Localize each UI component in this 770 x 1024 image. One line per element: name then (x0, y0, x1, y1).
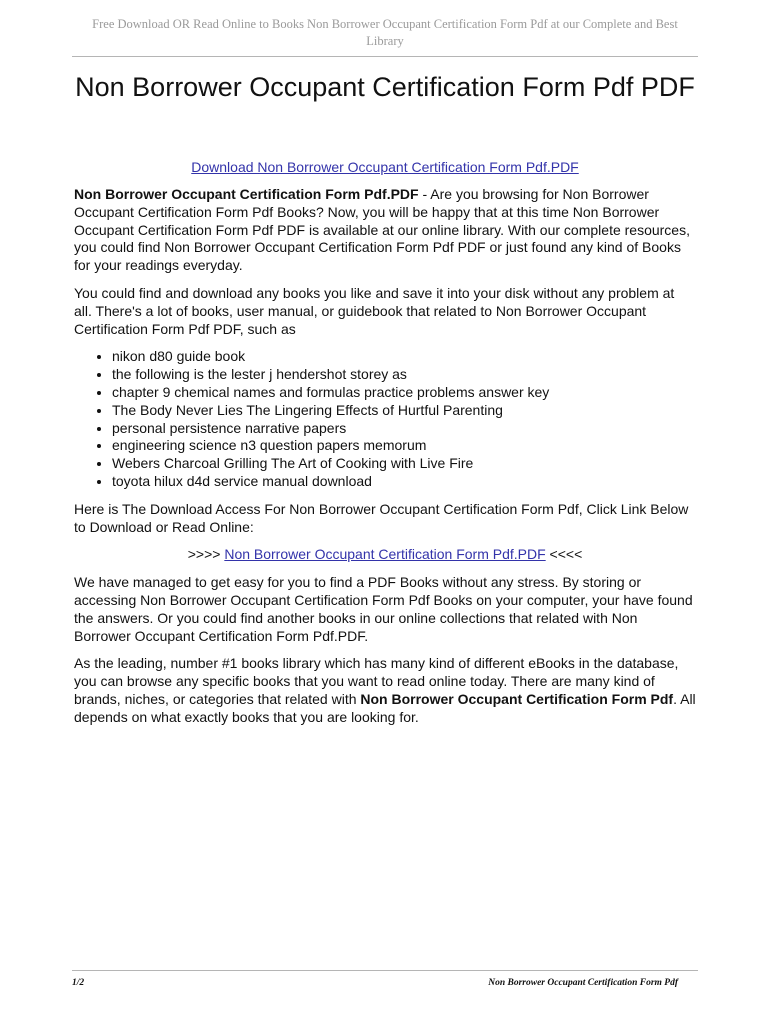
book-list (74, 348, 696, 490)
download-link-container (72, 158, 698, 176)
page-header: Free Download OR Read Online to Books Non Borrower Occupant Certification Form Pdf at our Complete and Best Library (92, 17, 678, 48)
center-link-line (74, 546, 696, 564)
center-link-prefix: >>>> (187, 546, 225, 563)
list-item: • The Body Never Lies The Lingering Effects of Hurtful Parenting (112, 402, 696, 420)
leading-text-before: As the leading, number #1 books library which has many kind of different eBooks in the database, you can browse any specific books that you want to read online today. There are many kind of brands, niches, or categories that related with (74, 655, 679, 707)
list-item: • nikon d80 guide book (112, 348, 696, 366)
access-paragraph: Here is The Download Access For Non Borrower Occupant Certification Form Pdf, Click Link Below to Download or Read Online: (74, 500, 689, 535)
list-item: • engineering science n3 question papers memorum (112, 437, 696, 455)
list-item: • the following is the lester j hendershot storey as (112, 366, 696, 384)
center-link-suffix: <<<< (545, 546, 583, 563)
footer-title: Non Borrower Occupant Certification Form Pdf (488, 978, 678, 988)
footer-divider (72, 970, 698, 971)
download-link[interactable]: Download Non Borrower Occupant Certification Form Pdf.PDF (191, 159, 579, 175)
intro-bold-title: Non Borrower Occupant Certification Form Pdf.PDF (74, 186, 419, 202)
read-online-link[interactable]: Non Borrower Occupant Certification Form Pdf.PDF (224, 546, 546, 563)
page-title: Non Borrower Occupant Certification Form Pdf PDF (75, 72, 695, 102)
list-item: • personal persistence narrative papers (112, 420, 696, 438)
list-item: • chapter 9 chemical names and formulas practice problems answer key (112, 384, 696, 402)
page-number: 1/2 (72, 978, 85, 988)
list-item: • Webers Charcoal Grilling The Art of Cooking with Live Fire (112, 455, 696, 473)
intro-paragraph (74, 186, 696, 275)
leading-text-after: . All depends on what exactly books that you are looking for. (74, 690, 696, 725)
main-content (74, 186, 696, 737)
related-books-paragraph: You could find and download any books you like and save it into your disk without any problem at all. There's a lot of books, user manual, or guidebook that related to Non Borrower Occupant Certification Form Pdf PDF, such as (74, 284, 675, 337)
managed-paragraph: We have managed to get easy for you to find a PDF Books without any stress. By storing or accessing Non Borrower Occupant Certification Form Pdf Books on your computer, your have found the answers. Or you could find another books in our online collections that related with Non Borrower Occupant Certification Form Pdf.PDF. (74, 574, 693, 644)
list-item: • toyota hilux d4d service manual download (112, 473, 696, 491)
leading-library-paragraph (74, 655, 696, 726)
leading-bold-title: Non Borrower Occupant Certification Form Pdf (360, 690, 674, 707)
intro-text: - Are you browsing for Non Borrower Occupant Certification Form Pdf Books? Now, you will be happy that at this time Non Borrower Occupant Certification Form Pdf PDF is available at our online library. With our complete resources, you could find Non Borrower Occupant Certification Form Pdf PDF or just found any kind of Books for your readings everyday. (74, 186, 690, 274)
header-divider (72, 56, 698, 57)
